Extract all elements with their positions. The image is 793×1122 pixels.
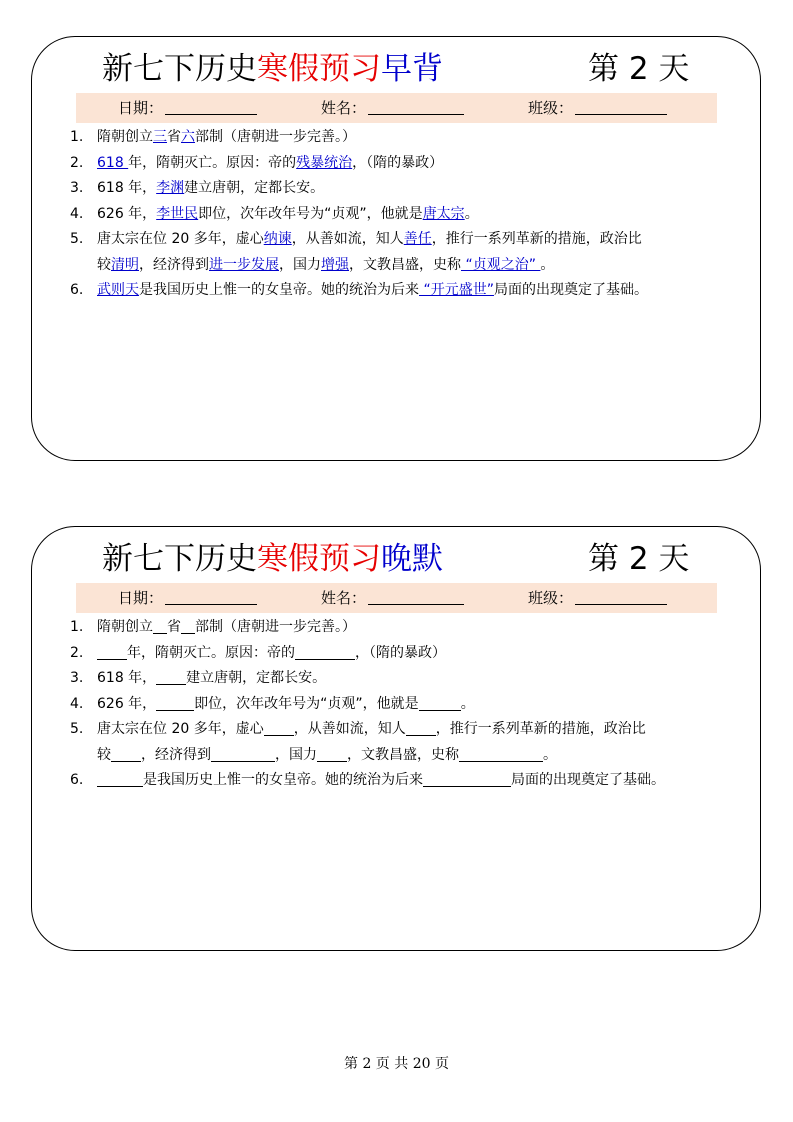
study-card-morning: [31, 36, 761, 461]
fill-blank[interactable]: [156, 668, 186, 685]
item-number: 1.: [70, 619, 84, 635]
answer: 增强: [321, 256, 349, 273]
answer: 残暴统治: [296, 154, 353, 171]
answer: “贞观之治”: [461, 256, 541, 273]
answer: “开元盛世”: [419, 282, 494, 298]
date-blank[interactable]: [165, 587, 257, 605]
study-card-evening: [31, 526, 761, 951]
answer: 李世民: [156, 205, 199, 222]
list-item: 3. 618 年， 建立唐朝，定都长安。: [70, 666, 750, 692]
item-number: 3.: [70, 180, 84, 196]
answer: 武则天: [97, 282, 139, 298]
fill-blank[interactable]: [211, 745, 275, 762]
item-number: 5.: [70, 231, 84, 247]
answer: 六: [181, 129, 195, 145]
list-item: 5. 唐太宗在位 20 多年，虚心纳谏，从善如流，知人善任，推行一系列革新的措施，政治比: [70, 227, 750, 253]
answer: 三: [153, 129, 167, 145]
fill-blank[interactable]: [111, 745, 141, 762]
fill-blank[interactable]: [181, 617, 195, 634]
answer: 618: [97, 154, 129, 171]
name-blank[interactable]: [368, 97, 464, 115]
list-item-continuation: 较 ，经济得到 ，国力 ，文教昌盛，史称 。: [97, 746, 557, 763]
title-session: 晚默: [381, 541, 443, 577]
fill-blank[interactable]: [419, 694, 461, 711]
list-item: 4. 626 年， 即位，次年改年号为“贞观”，他就是 。: [70, 692, 750, 718]
title-preview: 寒假预习: [257, 51, 381, 87]
class-label: 班级：: [528, 99, 574, 117]
page-footer: 第 2 页 共 20 页: [344, 1056, 449, 1072]
fill-blank[interactable]: [406, 719, 436, 736]
answer-list: [70, 125, 750, 304]
item-number: 1.: [70, 129, 84, 145]
day-label: 第 2 天: [588, 51, 690, 87]
date-label: 日期：: [118, 589, 164, 607]
fill-blank[interactable]: [295, 643, 355, 660]
list-item: 6. 武则天是我国历史上惟一的女皇帝。她的统治为后来 “开元盛世”局面的出现奠定了基础。: [70, 278, 750, 304]
item-number: 3.: [70, 670, 84, 686]
answer: 进一步发展: [209, 256, 279, 273]
list-item: 6. 是我国历史上惟一的女皇帝。她的统治为后来 局面的出现奠定了基础。: [70, 768, 750, 794]
list-item: 4. 626 年，李世民即位，次年改年号为“贞观”，他就是唐太宗。: [70, 202, 750, 228]
name-field[interactable]: [321, 583, 464, 613]
answer: 李渊: [156, 180, 185, 196]
item-number: 5.: [70, 721, 84, 737]
class-blank[interactable]: [575, 587, 667, 605]
title-preview: 寒假预习: [257, 541, 381, 577]
fill-blank[interactable]: [459, 745, 543, 762]
name-label: 姓名：: [321, 99, 367, 117]
fill-blank[interactable]: [264, 719, 294, 736]
class-label: 班级：: [528, 589, 574, 607]
fill-blank[interactable]: [153, 617, 167, 634]
answer: 唐太宗: [422, 205, 465, 222]
day-label: 第 2 天: [588, 541, 690, 577]
class-field[interactable]: [528, 93, 667, 123]
item-number: 2.: [70, 644, 84, 661]
item-number: 6.: [70, 282, 84, 298]
title-subject: 新七下历史: [102, 51, 257, 87]
item-number: 6.: [70, 772, 84, 788]
blank-list: [70, 615, 750, 794]
fill-blank[interactable]: [423, 770, 511, 787]
name-label: 姓名：: [321, 589, 367, 607]
fill-blank[interactable]: [97, 643, 127, 660]
card-title: [102, 43, 443, 95]
title-session: 早背: [381, 51, 443, 87]
fill-blank[interactable]: [156, 694, 194, 711]
name-blank[interactable]: [368, 587, 464, 605]
card-title: [102, 533, 443, 585]
name-field[interactable]: [321, 93, 464, 123]
info-bar: [76, 583, 717, 613]
list-item-continuation: 较清明，经济得到进一步发展，国力增强，文教昌盛，史称 “贞观之治” 。: [97, 256, 555, 273]
answer: 清明: [111, 256, 139, 273]
item-number: 4.: [70, 695, 84, 712]
date-field[interactable]: [118, 93, 257, 123]
list-item: 2. 年，隋朝灭亡。原因：帝的 ，（隋的暴政）: [70, 641, 750, 667]
list-item: 2. 618 年，隋朝灭亡。原因：帝的残暴统治，（隋的暴政）: [70, 151, 750, 177]
title-subject: 新七下历史: [102, 541, 257, 577]
list-item: 3. 618 年，李渊建立唐朝，定都长安。: [70, 176, 750, 202]
class-blank[interactable]: [575, 97, 667, 115]
info-bar: [76, 93, 717, 123]
date-field[interactable]: [118, 583, 257, 613]
class-field[interactable]: [528, 583, 667, 613]
item-number: 4.: [70, 205, 84, 222]
answer: 纳谏: [263, 231, 292, 247]
list-item: 5. 唐太宗在位 20 多年，虚心 ，从善如流，知人 ，推行一系列革新的措施，政治比: [70, 717, 750, 743]
item-number: 2.: [70, 154, 84, 171]
list-item: 1. 隋朝创立三省六部制（唐朝进一步完善。）: [70, 125, 750, 151]
date-blank[interactable]: [165, 97, 257, 115]
list-item: 1. 隋朝创立 省 部制（唐朝进一步完善。）: [70, 615, 750, 641]
date-label: 日期：: [118, 99, 164, 117]
fill-blank[interactable]: [317, 745, 347, 762]
fill-blank[interactable]: [97, 770, 143, 787]
answer: 善任: [403, 231, 432, 247]
